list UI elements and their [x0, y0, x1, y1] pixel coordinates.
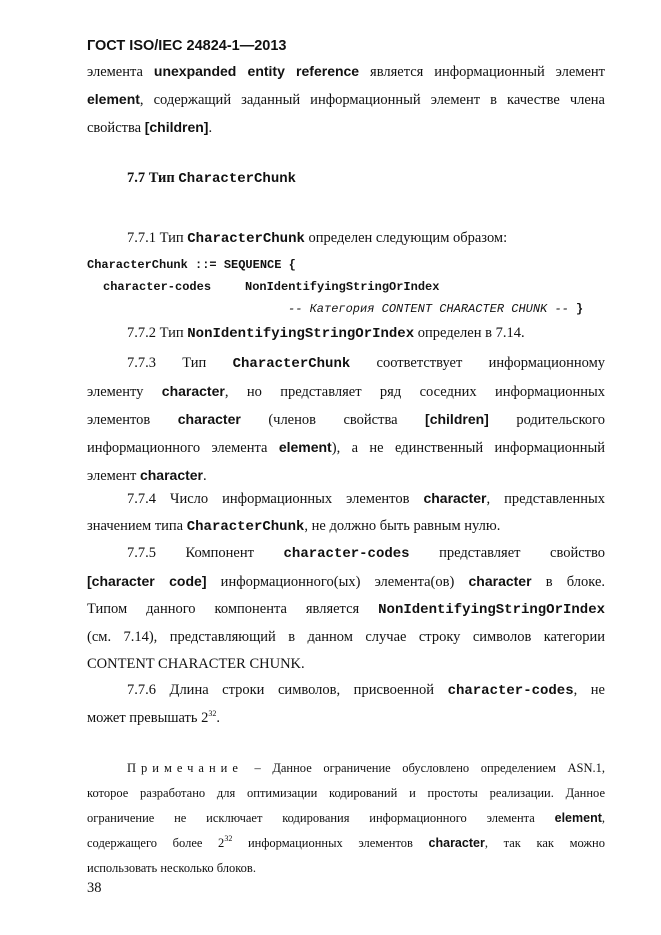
page-number: 38: [87, 880, 102, 896]
code-line-3: -- Категория CONTENT CHARACTER CHUNK -- }: [288, 302, 584, 316]
code-line-2b: NonIdentifyingStringOrIndex: [245, 280, 440, 294]
code-line-1: CharacterChunk ::= SEQUENCE {: [87, 258, 296, 272]
section-heading: 7.7 Тип CharacterChunk: [127, 170, 297, 187]
paragraph-7-7-4: 7.7.4 Число информационных элементов character, представленных значением типа CharacterChunk, не должно быть равным нулю.: [87, 490, 606, 535]
document-header: ГОСТ ISO/IEC 24824-1—2013: [87, 38, 287, 54]
paragraph-7-7-5: 7.7.5 Компонент character-codes представляет свойство [character code] информационного(ых) элемента(ов) character в блоке. Типом данного компонента является NonIdentifyingStringOrIndex (см. 7.14), представляющий в данном случае строку символов категории CONTENT CHARACTER CHUNK.: [87, 545, 606, 672]
paragraph-7-7-2: 7.7.2 Тип NonIdentifyingStringOrIndex определен в 7.14.: [127, 325, 525, 342]
intro-paragraph: элемента unexpanded entity reference является информационный элемент element, содержащий заданный информационный элемент в качестве члена свойства [children].: [87, 63, 605, 136]
paragraph-7-7-3: 7.7.3 Тип CharacterChunk соответствует информационному элементу character, но представляет ряд соседних информационных элементов character (членов свойства [children] родительского информационного элемента element), а не единственный информационный элемент character.: [87, 355, 606, 484]
note-label: Примечание: [127, 761, 243, 775]
paragraph-7-7-1: 7.7.1 Тип CharacterChunk определен следующим образом:: [127, 230, 508, 247]
code-line-2a: character-codes: [103, 280, 212, 294]
note-block: Примечание – Данное ограничение обусловлено определением ASN.1, которое разработано для оптимизации кодирований и простоты реализации. Данное ограничение не исключает кодирования информационного элемента element, содержащего более $2^{32}$ информационных элементов character, так как можно использовать несколько блоков.: [87, 761, 605, 875]
paragraph-7-7-6: 7.7.6 Длина строки символов, присвоенной character-codes, не может превышать $2^{32}$.: [87, 682, 605, 726]
